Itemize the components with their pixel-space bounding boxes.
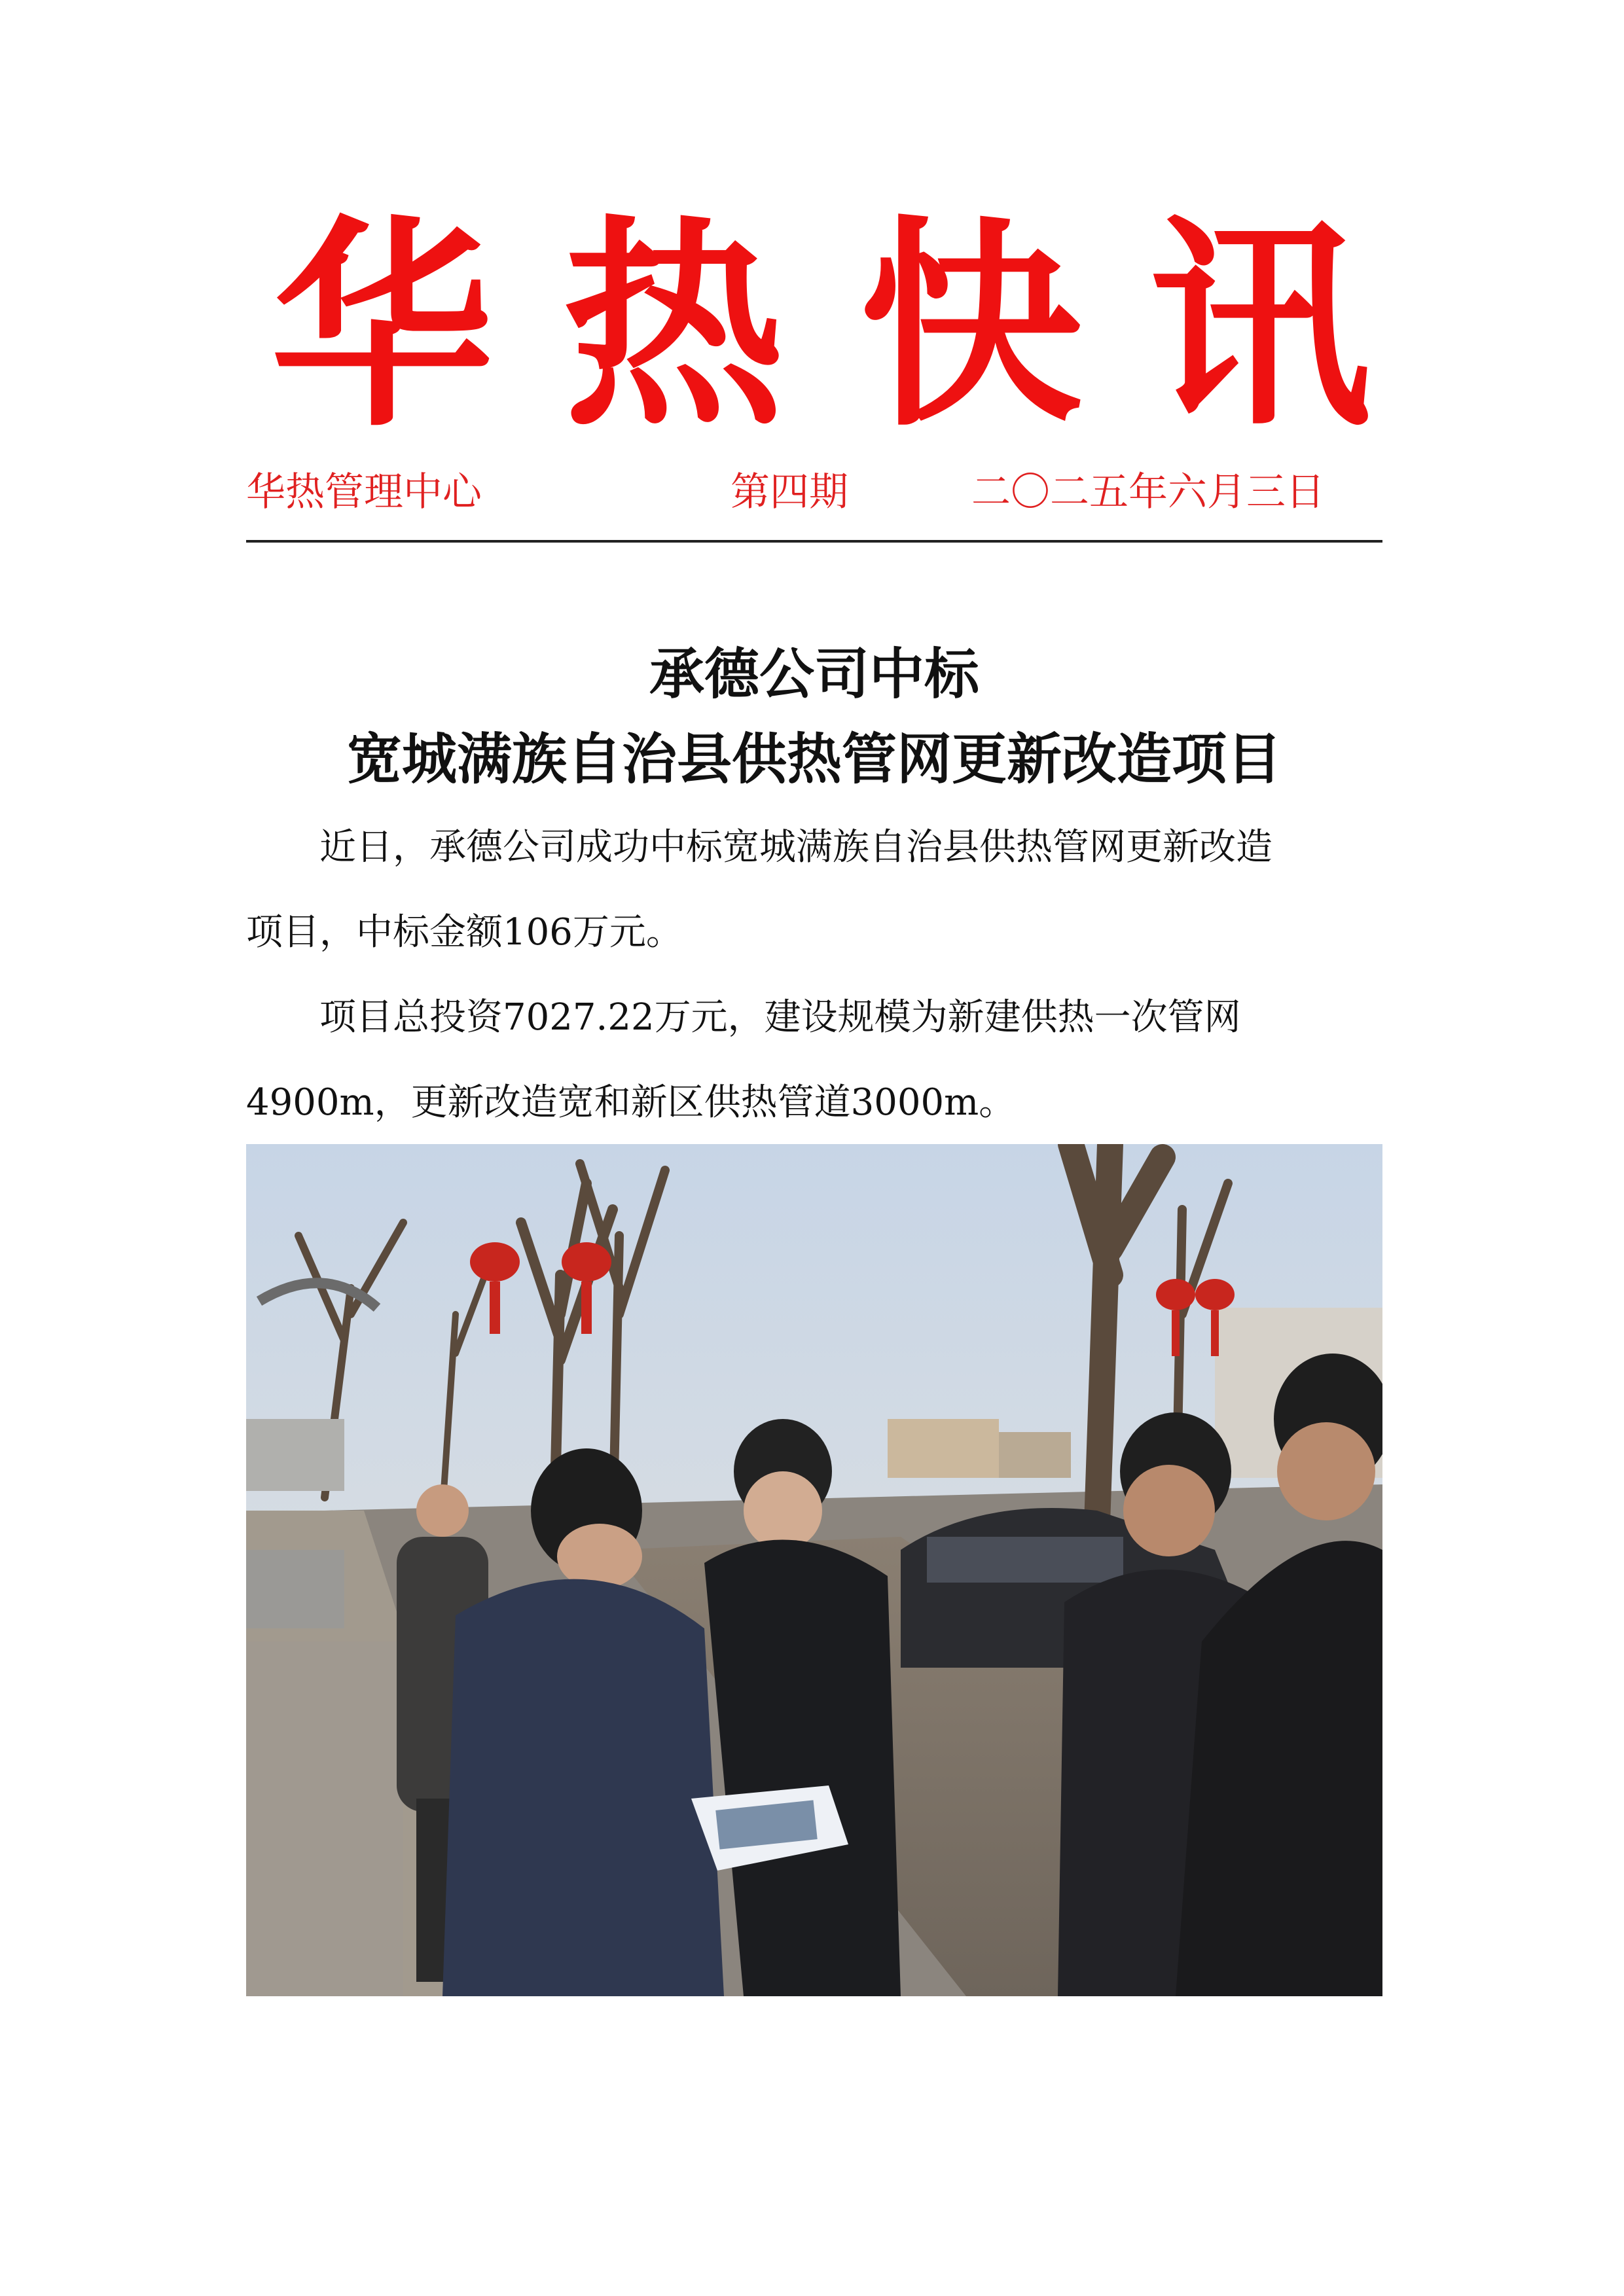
paragraph-2-line-2: 4900m，更新改造宽和新区供热管道3000m。 [246,1081,1016,1124]
issue-number: 第四期 [731,469,848,515]
masthead-char-2: 热 [562,198,785,457]
paragraph-1-line-1: 近日，承德公司成功中标宽城满族自治县供热管网更新改造 [319,826,1272,869]
article-title-line-2: 宽城满族自治县供热管网更新改造项目 [346,727,1282,791]
paragraph-2-line-1: 项目总投资7027.22万元，建设规模为新建供热一次管网 [319,996,1241,1039]
masthead-char-1: 华 [271,198,494,457]
article-title-line-1: 承德公司中标 [649,642,979,706]
issuer-name: 华热管理中心 [246,469,482,515]
paragraph-1-line-2: 项目，中标金额106万元。 [246,911,683,954]
news-photo [246,1144,1382,1996]
masthead-char-3: 快 [859,198,1082,457]
issue-date: 二〇二五年六月三日 [971,469,1325,515]
masthead-char-4: 讯 [1149,198,1371,457]
header-divider [246,540,1382,543]
masthead [0,198,1624,457]
